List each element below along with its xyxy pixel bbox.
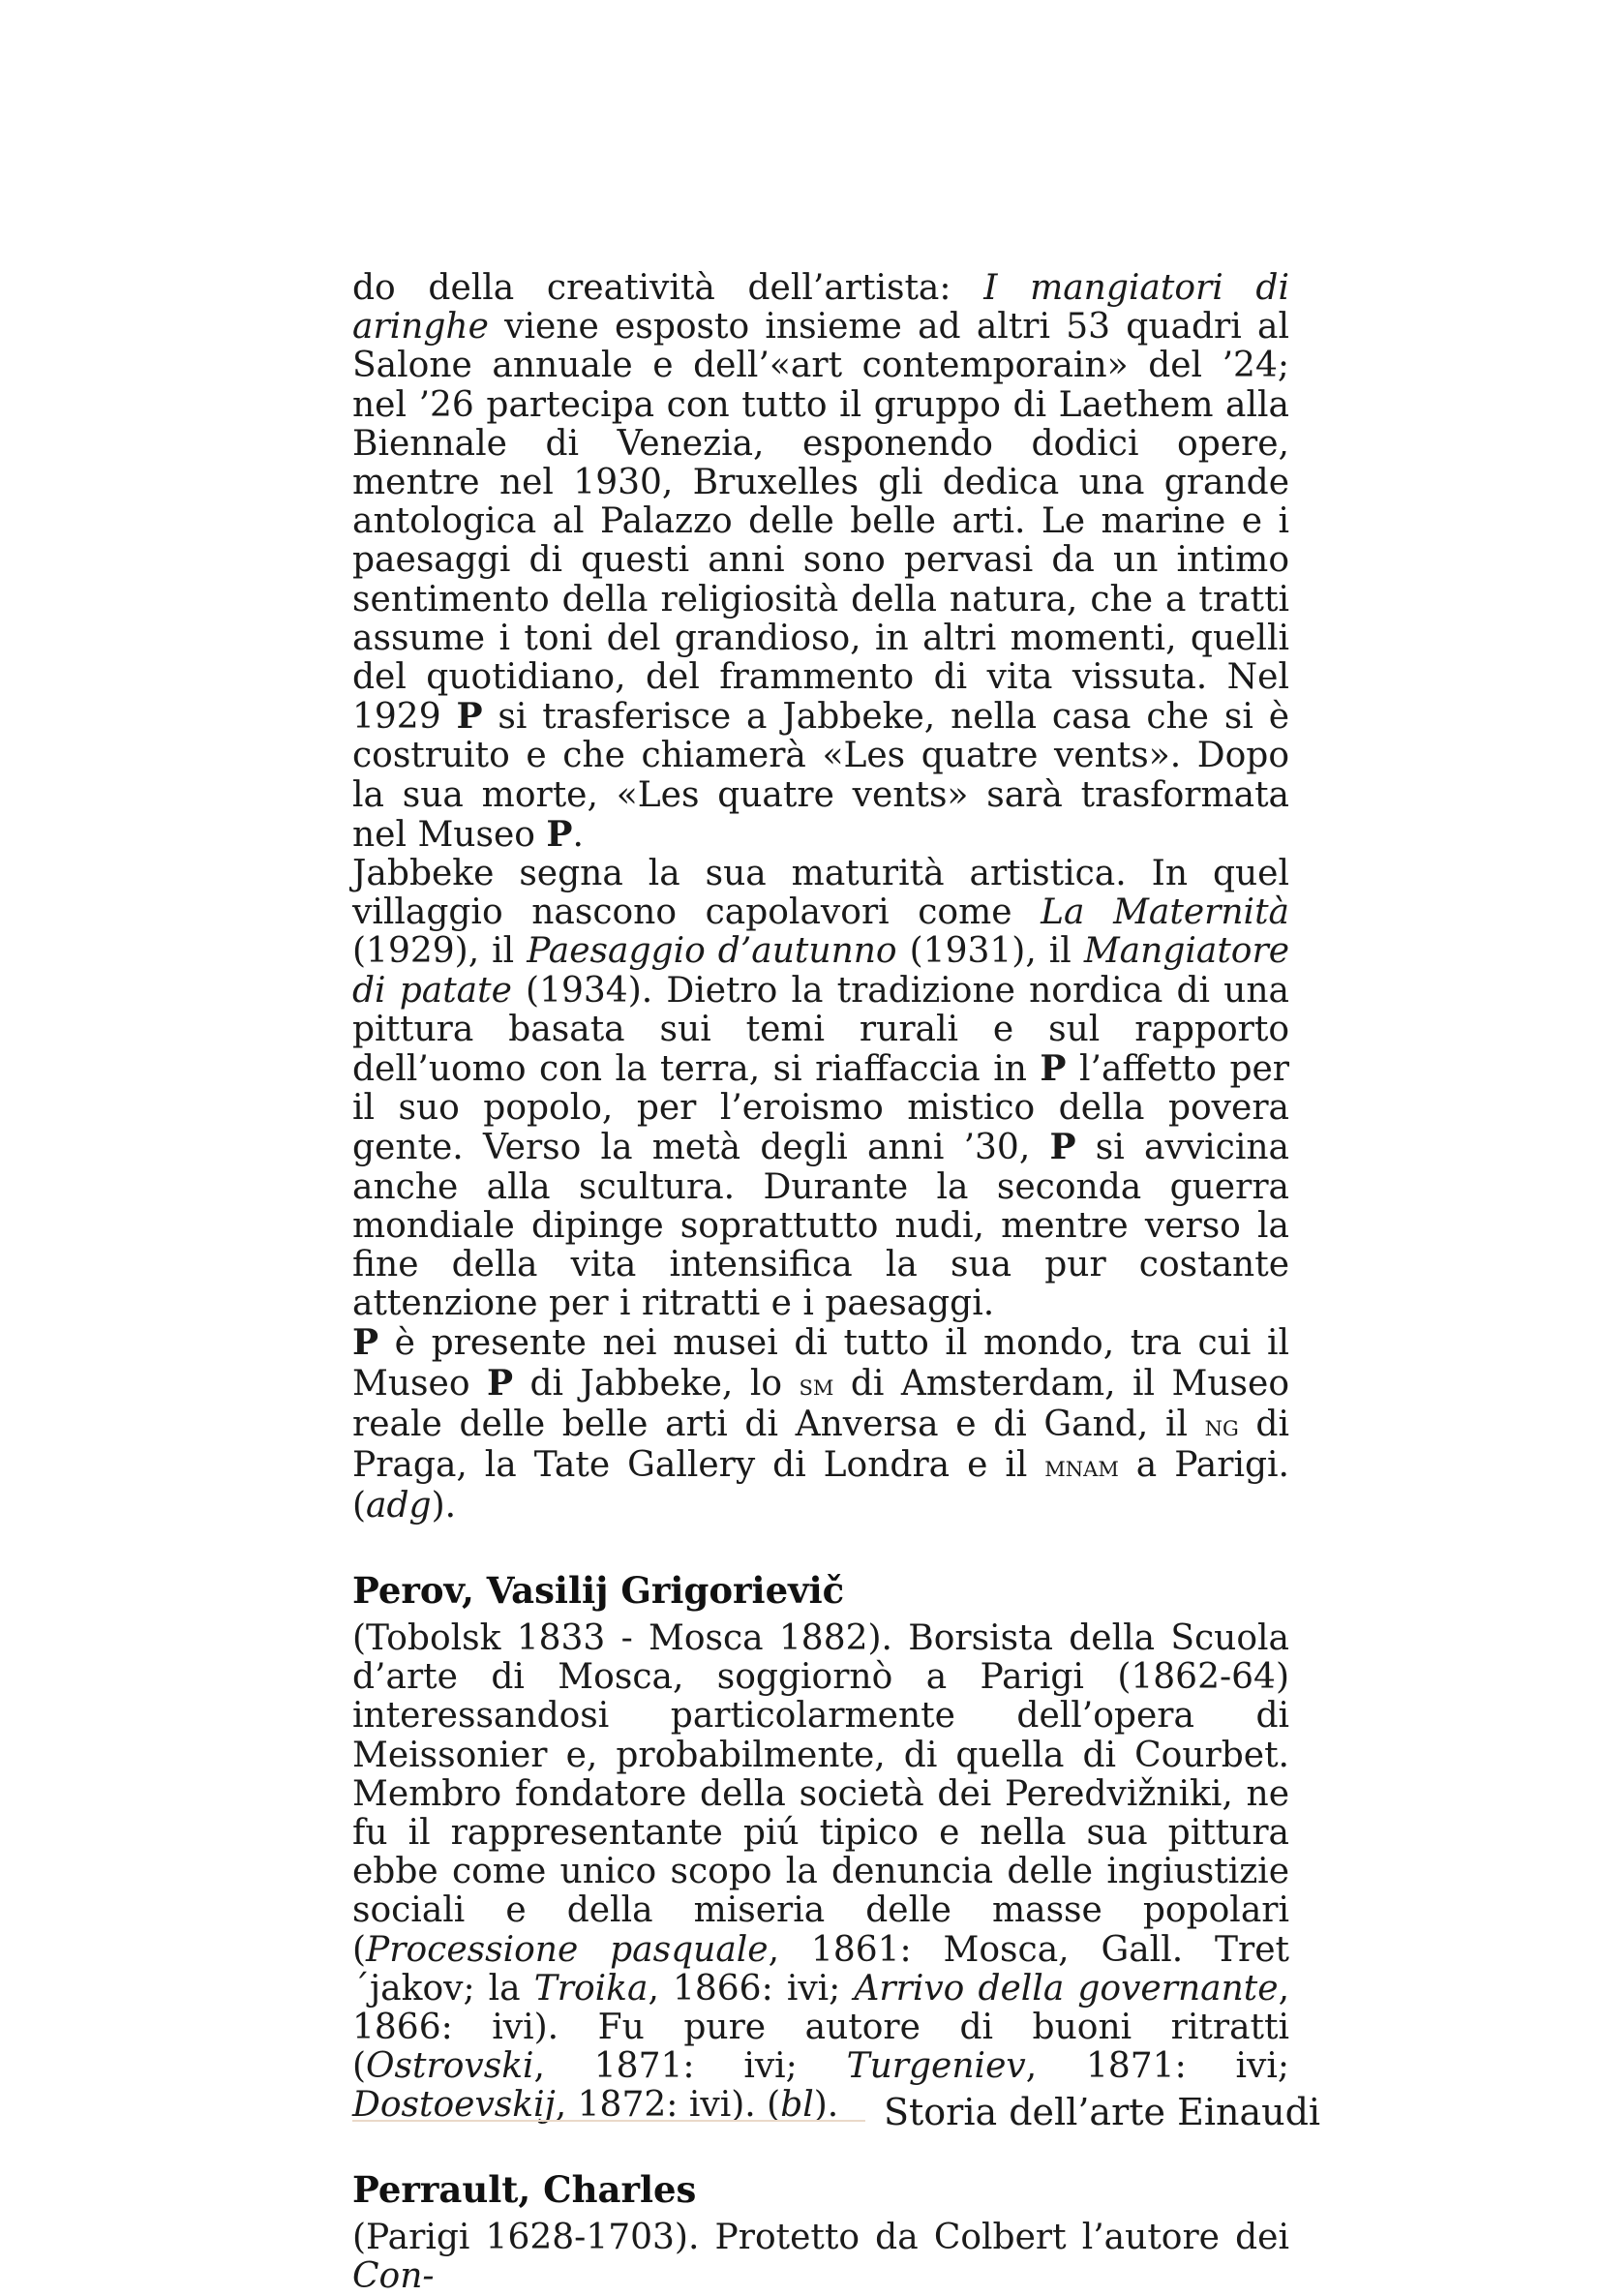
text-run: a Parigi. (	[352, 1445, 1289, 1526]
author-signature: adg	[366, 1486, 432, 1526]
text-run: ).	[431, 1486, 457, 1526]
entry-paragraph	[352, 2219, 1289, 2296]
paragraph-3	[352, 1323, 1289, 1526]
entry-text	[352, 2219, 1289, 2296]
text-run: di Amsterdam, il Museo reale delle belle arti di Anversa e di Gand, il	[352, 1363, 1289, 1444]
footer-rule	[352, 2120, 865, 2122]
entry-heading: Perrault, Charles	[352, 2168, 697, 2211]
text-run: , 1866: ivi;	[648, 1968, 855, 2009]
author-signature: bl	[780, 2085, 814, 2126]
text-run: , 1871: ivi;	[533, 2046, 847, 2087]
text-run: di Praga, la Tate Gallery di Londra e il	[352, 1404, 1289, 1486]
text-run: ).	[813, 2085, 839, 2126]
text-run: do della creatività dell’artista:	[352, 268, 984, 308]
artist-abbrev: P	[352, 1322, 379, 1364]
text-run: di Jabbeke, lo	[513, 1363, 800, 1404]
artwork-title: Paesaggio d’autunno	[527, 931, 897, 972]
text-run: (Tobolsk 1833 - Mosca 1882). Borsista della Scuola d’arte di Mosca, soggiornò a Parigi (1862-64) interessandosi particolarmente dell’opera di Meissonier e, probabilmente, di quella di Courbet. Membro fondatore della società dei Peredvižniki, ne fu il rappresentante piú tipico e nella sua pittura ebbe come unico scopo la denuncia delle ingiustizie sociali e della miseria delle masse popolari (	[352, 1618, 1289, 1970]
text-run: (Parigi 1628-1703). Protetto da Colbert l’autore dei	[352, 2218, 1289, 2257]
artwork-title: Mangiatore di patate	[352, 931, 1289, 1011]
artist-abbrev: P	[486, 1362, 514, 1404]
artist-abbrev: P	[456, 696, 483, 738]
artwork-title: I mangiatori di aringhe	[352, 268, 1289, 347]
text-run: , 1872: ivi). (	[555, 2085, 781, 2126]
footer-title: Storia dell’arte Einaudi	[884, 2091, 1321, 2133]
artist-abbrev: P	[1049, 1127, 1076, 1168]
museum-abbrev: sm	[799, 1368, 834, 1403]
text-run: è presente nei musei di tutto il mondo, tra cui il Museo	[352, 1323, 1289, 1404]
text-run: (1929), il	[352, 931, 528, 972]
paragraph-1	[352, 269, 1289, 855]
artwork-title: La Maternità	[1041, 892, 1289, 933]
body-text	[352, 269, 1289, 1526]
text-run: (1931), il	[896, 931, 1084, 972]
artwork-title: Dostoevskij	[352, 2085, 556, 2126]
text-run: Jabbeke segna la sua maturità artistica. In quel villaggio nascono capolavori come	[352, 854, 1289, 933]
artwork-title: Arrivo della governante	[854, 1968, 1279, 2009]
text-run: , 1861: Mosca, Gall. Tret´jakov; la	[352, 1929, 1289, 2009]
paragraph-2	[352, 855, 1289, 1323]
entry-heading: Perov, Vasilij Grigorievič	[352, 1569, 845, 1612]
text-run: si trasferisce a Jabbeke, nella casa che si è costruito e che chiamerà «Les quatre vents». Dopo la sua morte, «Les quatre vents» sarà trasformata nel Museo	[352, 697, 1290, 855]
museum-abbrev: mnam	[1044, 1450, 1119, 1485]
text-run: .	[572, 814, 584, 855]
text-run: l’affetto per il suo popolo, per l’eroismo mistico della povera gente. Verso la metà degli anni ’30,	[352, 1049, 1289, 1168]
text-run: (1934). Dietro la tradizione nordica di una pittura basata sui temi rurali e sul rapporto dell’uomo con la terra, si riaffaccia in	[352, 970, 1289, 1090]
museum-abbrev: ng	[1204, 1408, 1239, 1443]
artwork-title: Troika	[533, 1968, 649, 2009]
artwork-title: Turgeniev	[846, 2046, 1026, 2087]
artwork-title: Con-	[352, 2256, 435, 2296]
artist-abbrev: P	[1040, 1048, 1067, 1090]
text-run: viene esposto insieme ad altri 53 quadri al Salone annuale e dell’«art contemporain» del ’24; nel ’26 partecipa con tutto il gruppo di Laethem alla Biennale di Venezia, esponendo dodici opere, mentre nel 1930, Bruxelles gli dedica una grande antologica al Palazzo delle belle arti. Le marine e i paesaggi di questi anni sono pervasi da un intimo sentimento della religiosità della natura, che a tratti assume i toni del grandioso, in altri momenti, quelli del quotidiano, del frammento di vita vissuta. Nel 1929	[352, 307, 1289, 738]
artwork-title: Processione pasquale	[366, 1929, 769, 1970]
text-run: , 1871: ivi;	[1025, 2046, 1289, 2087]
artwork-title: Ostrovski	[366, 2046, 534, 2087]
entry-paragraph	[352, 1619, 1289, 2126]
text-run: si avvicina anche alla scultura. Durante la seconda guerra mondiale dipinge soprattutto nudi, mentre verso la fine della vita intensifica la sua pur costante attenzione per i ritratti e i paesaggi.	[352, 1128, 1289, 1324]
artist-abbrev: P	[546, 813, 573, 855]
entry-text	[352, 1619, 1289, 2126]
text-run: , 1866: ivi). Fu pure autore di buoni ritratti (	[352, 1968, 1290, 2087]
